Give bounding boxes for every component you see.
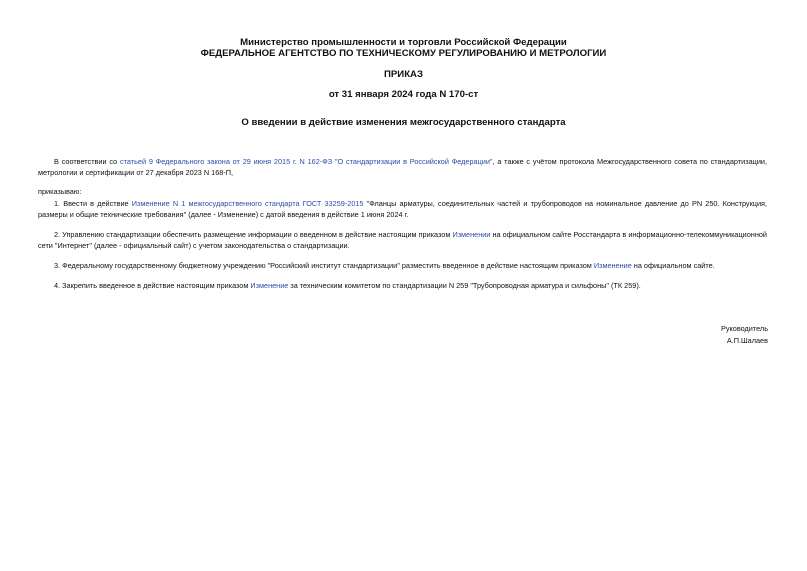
preamble-text-end: , а также с учётом протокола Межгосударственного совета по стандартизации, метрологии и сертификации от 27 декабря 2023 N 168-П, xyxy=(38,157,768,177)
preamble-text-start: В соответствии со xyxy=(54,157,120,166)
federal-law-link[interactable]: статьей 9 Федерального закона от 29 июня 2015 г. N 162-ФЗ "О стандартизации в Российской Федерации" xyxy=(119,157,493,166)
item-3-text-end: на официальном сайте. xyxy=(631,261,715,270)
document-date-number: от 31 января 2024 года N 170-ст xyxy=(328,89,479,100)
item-2-amendment-link[interactable]: Изменении xyxy=(452,230,491,239)
signature-name: А.П.Шалаев xyxy=(726,336,768,345)
item-1-text-end: "Фланцы арматуры, соединительных частей и трубопроводов на номинальное давление до PN 250. Конструкция, размеры и общие технические требования" (далее - Изменение) с датой введения в действие 1 июня 2024 г. xyxy=(38,199,767,219)
item-2-text-end: на официальном сайте Росстандарта в информационно-телекоммуникационной сети "Интернет" (далее - официальный сайт) с учетом законодательства о стандартизации. xyxy=(38,230,767,250)
item-4-paragraph xyxy=(38,280,767,291)
agency-name: ФЕДЕРАЛЬНОЕ АГЕНТСТВО ПО ТЕХНИЧЕСКОМУ РЕГУЛИРОВАНИЮ И МЕТРОЛОГИИ xyxy=(200,48,607,59)
item-4-amendment-link[interactable]: Изменение xyxy=(250,281,289,290)
item-2-paragraph xyxy=(38,229,767,251)
preamble-paragraph xyxy=(38,156,767,178)
item-4-text-end: за техническим комитетом по стандартизации N 259 "Трубопроводная арматура и сильфоны" (ТК 259). xyxy=(288,281,641,290)
ministry-name: Министерство промышленности и торговли Российской Федерации xyxy=(240,37,567,48)
item-2-text-start: 2. Управлению стандартизации обеспечить размещение информации о введенном в действие настоящим приказом xyxy=(54,230,453,239)
document-type: ПРИКАЗ xyxy=(384,69,423,80)
document-title: О введении в действие изменения межгосударственного стандарта xyxy=(241,117,566,128)
item-3-amendment-link[interactable]: Изменение xyxy=(593,261,632,270)
item-1-text-start: 1. Ввести в действие xyxy=(54,199,132,208)
order-word: приказываю: xyxy=(38,187,82,196)
item-4-text-start: 4. Закрепить введенное в действие настоящим приказом xyxy=(54,281,251,290)
item-3-paragraph xyxy=(38,260,767,271)
signature-position: Руководитель xyxy=(720,324,768,333)
item-1-paragraph xyxy=(38,198,767,220)
item-1-amendment-link[interactable]: Изменение N 1 межгосударственного стандарта ГОСТ 33259-2015 xyxy=(131,199,364,208)
item-3-text-start: 3. Федеральному государственному бюджетному учреждению "Российский институт стандартизации" разместить введенное в действие настоящим приказом xyxy=(54,261,594,270)
